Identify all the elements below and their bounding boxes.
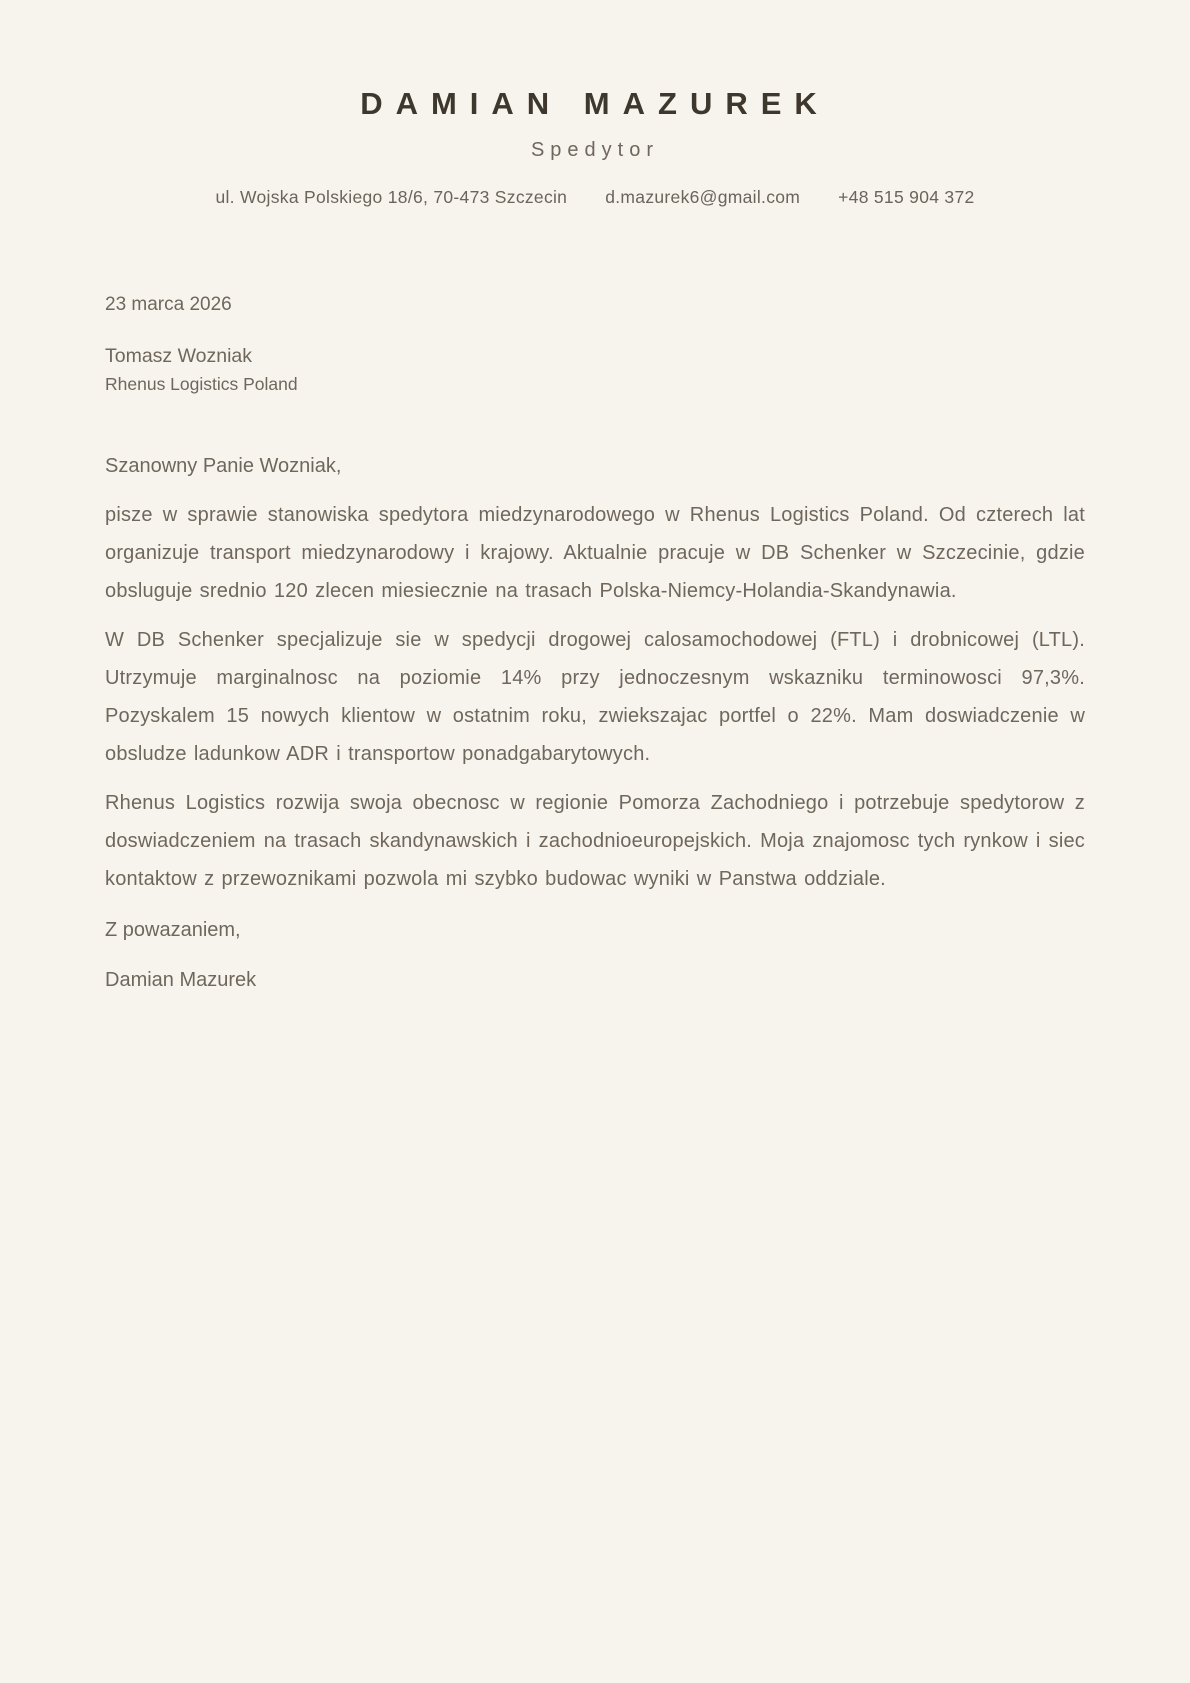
contact-phone: +48 515 904 372	[838, 187, 975, 207]
author-name: DAMIAN MAZUREK	[360, 86, 830, 121]
letter-header	[105, 86, 1085, 208]
recipient-block	[105, 345, 1085, 395]
contact-email: d.mazurek6@gmail.com	[605, 187, 801, 207]
letter-date: 23 marca 2026	[105, 294, 232, 315]
paragraph-3: Rhenus Logistics rozwija swoja obecnosc w regionie Pomorza Zachodniego i potrzebuje spedytorow z doswiadczeniem na trasach skandynawskich i zachodnioeuropejskich. Moja znajomosc tych rynkow i siec kontaktow z przewoznikami pozwola mi szybko budowac wyniki w Panstwa oddziale.	[105, 792, 1085, 890]
paragraph-1: pisze w sprawie stanowiska spedytora miedzynarodowego w Rhenus Logistics Poland. Od czterech lat organizuje transport miedzynarodowy i krajowy. Aktualnie pracuje w DB Schenker w Szczecinie, gdzie obsluguje srednio 120 zlecen miesiecznie na trasach Polska-Niemcy-Holandia-Skandynawia.	[105, 504, 1085, 602]
author-job-title: Spedytor	[530, 139, 660, 161]
closing-line: Z powazaniem,	[105, 919, 241, 941]
paragraph-2: W DB Schenker specjalizuje sie w spedycji drogowej calosamochodowej (FTL) i drobnicowej (LTL). Utrzymuje marginalnosc na poziomie 14% przy jednoczesnym wskazniku terminowosci 97,3%. Pozyskalem 15 nowych klientow w ostatnim roku, zwiekszajac portfel o 22%. Mam doswiadczenie w obsludze ladunkow ADR i transportow ponadgabarytowych.	[105, 629, 1085, 765]
recipient-name: Tomasz Wozniak	[105, 345, 253, 367]
salutation: Szanowny Panie Wozniak,	[105, 455, 342, 477]
contact-address: ul. Wojska Polskiego 18/6, 70-473 Szczecin	[215, 187, 568, 207]
signature-name: Damian Mazurek	[105, 969, 257, 991]
contact-row	[105, 187, 1085, 208]
letter-body	[105, 294, 1085, 999]
recipient-company: Rhenus Logistics Poland	[105, 374, 298, 394]
